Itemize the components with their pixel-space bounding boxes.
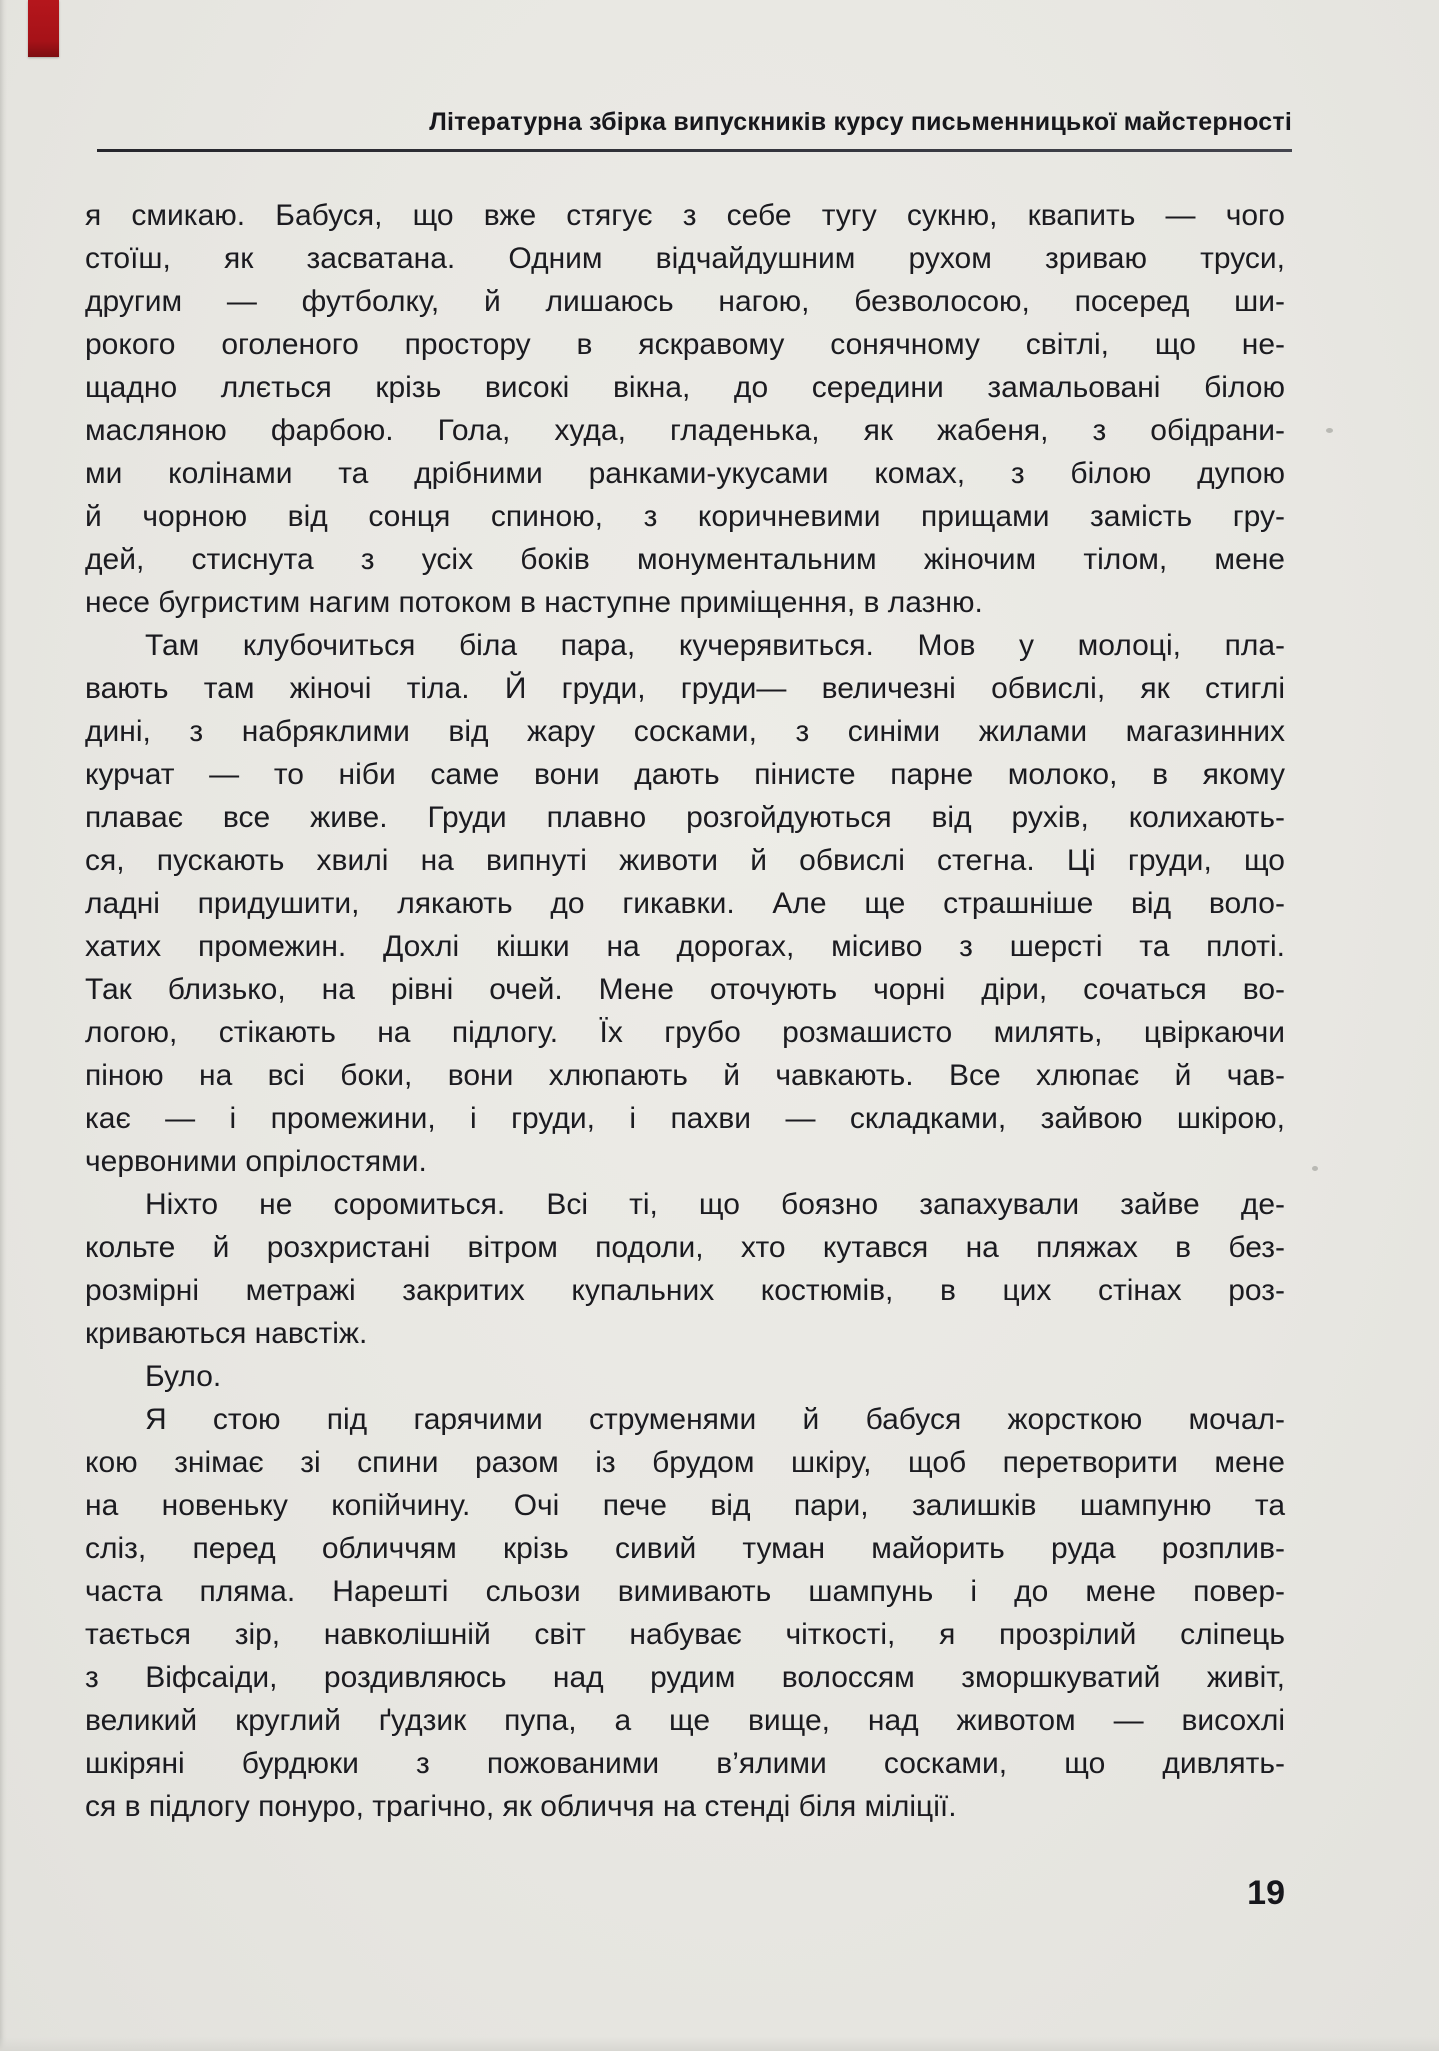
text-line: великий круглий ґудзик пупа, а ще вище, над животом — висохлі bbox=[85, 1704, 1285, 1737]
text-line: піною на всі боки, вони хлюпають й чавкають. Все хлюпає й чав- bbox=[85, 1059, 1285, 1092]
text-line: Я стою під гарячими струменями й бабуся жорсткою мочал- bbox=[145, 1403, 1285, 1436]
text-line: криваються навстіж. bbox=[85, 1317, 368, 1350]
text-line: розмірні метражі закритих купальних костюмів, в цих стінах роз- bbox=[85, 1274, 1285, 1307]
text-line: ся, пускають хвилі на випнуті животи й обвислі стегна. Ці груди, що bbox=[85, 844, 1285, 877]
text-line: ми колінами та дрібними ранками-укусами комах, з білою дупою bbox=[85, 457, 1285, 490]
text-line: кольте й розхристані вітром подоли, хто кутався на пляжах в без- bbox=[85, 1231, 1285, 1264]
text-line: рокого оголеного простору в яскравому сонячному світлі, що не- bbox=[85, 328, 1285, 361]
text-line: щадно ллється крізь високі вікна, до середини замальовані білою bbox=[85, 371, 1285, 404]
text-line: Було. bbox=[145, 1360, 222, 1393]
dust-speck bbox=[1326, 428, 1333, 433]
text-line: курчат — то ніби саме вони дають пінисте парне молоко, в якому bbox=[85, 758, 1285, 791]
text-line: кою знімає зі спини разом із брудом шкіру, щоб перетворити мене bbox=[85, 1446, 1285, 1479]
body-text bbox=[85, 194, 1285, 1828]
header-rule bbox=[97, 149, 1292, 152]
text-line: Там клубочиться біла пара, кучерявиться. Мов у молоці, пла- bbox=[145, 629, 1285, 662]
text-line: несе бугристим нагим потоком в наступне приміщення, в лазню. bbox=[85, 586, 983, 619]
text-line: шкіряні бурдюки з пожованими в’ялими сосками, що дивлять- bbox=[85, 1747, 1285, 1780]
page-number: 19 bbox=[1247, 1874, 1285, 1912]
text-line: логою, стікають на підлогу. Їх грубо розмашисто милять, цвіркаючи bbox=[85, 1016, 1285, 1049]
text-line: ладні придушити, лякають до гикавки. Але ще страшніше від воло- bbox=[85, 887, 1285, 920]
text-line: плаває все живе. Груди плавно розгойдуються від рухів, колихають- bbox=[85, 801, 1285, 834]
text-line: червоними опрілостями. bbox=[85, 1145, 427, 1178]
text-line: на новеньку копійчину. Очі пече від пари, залишків шампуню та bbox=[85, 1489, 1285, 1522]
text-line: хатих промежин. Дохлі кішки на дорогах, місиво з шерсті та плоті. bbox=[85, 930, 1285, 963]
text-line: дей, стиснута з усіх боків монументальним жіночим тілом, мене bbox=[85, 543, 1285, 576]
text-line: Так близько, на рівні очей. Мене оточують чорні діри, сочаться во- bbox=[85, 973, 1285, 1006]
running-head: Літературна збірка випускників курсу письменницької майстерності bbox=[429, 108, 1292, 136]
red-corner-mark bbox=[28, 0, 59, 57]
text-line: другим — футболку, й лишаюсь нагою, безволосою, посеред ши- bbox=[85, 285, 1285, 318]
text-line: кає — і промежини, і груди, і пахви — складками, зайвою шкірою, bbox=[85, 1102, 1285, 1135]
text-line: вають там жіночі тіла. Й груди, груди— величезні обвислі, як стиглі bbox=[85, 672, 1285, 705]
dust-speck bbox=[1312, 1166, 1318, 1171]
text-line: часта пляма. Нарешті сльози вимивають шампунь і до мене повер- bbox=[85, 1575, 1285, 1608]
text-line: стоїш, як засватана. Одним відчайдушним рухом зриваю труси, bbox=[85, 242, 1285, 275]
text-line: ся в підлогу понуро, трагічно, як обличчя на стенді біля міліції. bbox=[85, 1790, 957, 1823]
text-line: з Віфсаіди, роздивляюсь над рудим волоссям зморшкуватий живіт, bbox=[85, 1661, 1285, 1694]
text-line: тається зір, навколішній світ набуває чіткості, я прозрілий сліпець bbox=[85, 1618, 1285, 1651]
text-line: Ніхто не соромиться. Всі ті, що боязно запахували зайве де- bbox=[145, 1188, 1285, 1221]
text-line: й чорною від сонця спиною, з коричневими прищами замість гру- bbox=[85, 500, 1285, 533]
text-line: сліз, перед обличчям крізь сивий туман майорить руда розплив- bbox=[85, 1532, 1285, 1565]
text-line: я смикаю. Бабуся, що вже стягує з себе тугу сукню, квапить — чого bbox=[85, 199, 1285, 232]
text-line: дині, з набряклими від жару сосками, з синіми жилами магазинних bbox=[85, 715, 1285, 748]
text-line: масляною фарбою. Гола, худа, гладенька, як жабеня, з обідрани- bbox=[85, 414, 1285, 447]
